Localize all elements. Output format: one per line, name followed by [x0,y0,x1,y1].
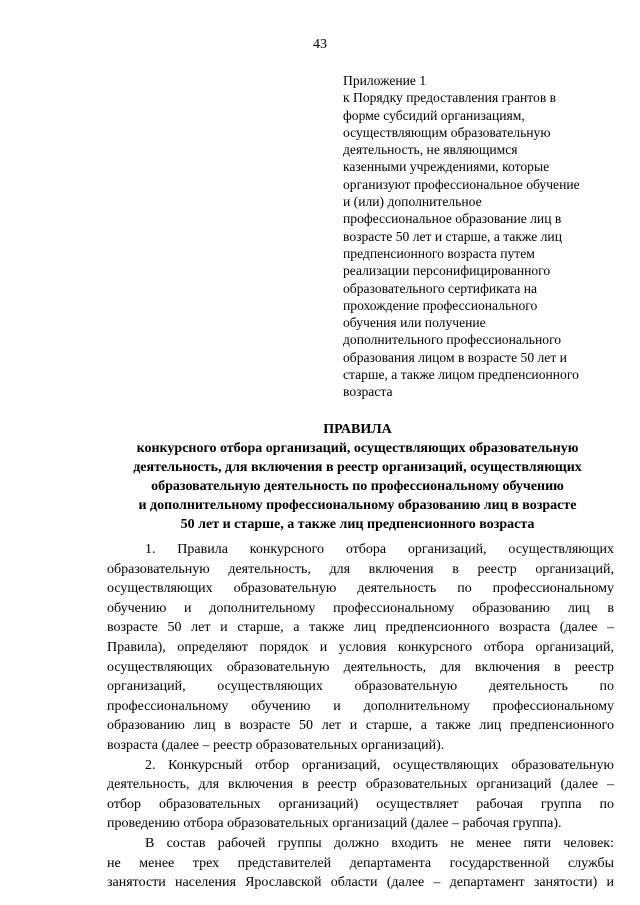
body-line: В состав рабочей группы должно входить не менее пяти человек: [145,835,614,851]
appendix-line: старше, а также лицом предпенсионного [343,367,579,383]
body-line: организаций, осуществляющих образовательную деятельность по [107,679,614,695]
appendix-line: возраста [343,384,393,400]
appendix-line: реализации персонифицированного [343,263,551,279]
body-line: 1. Правила конкурсного отбора организаций, осуществляющих [145,542,614,557]
appendix-line: возрасте 50 лет и старше, а также лиц [343,228,562,244]
appendix-line: и (или) дополнительное [343,194,482,210]
body-line: занятости населения Ярославской области (далее – департамент занятости) и [107,875,614,891]
appendix-line: обучения или получение [343,315,486,331]
body-line: Правила), определяют порядок и условия конкурсного отбора организаций, [107,639,614,655]
appendix-line: казенными учреждениями, которые [343,159,550,175]
appendix-line: организуют профессиональное обучение [343,176,580,192]
body-line: осуществляющих образовательную деятельность по профессиональному [107,581,614,597]
body-line: образованию лиц в возрасте 50 лет и старше, а также лиц предпенсионного [107,718,614,734]
title-line: 50 лет и старше, а также лиц предпенсионного возраста [180,517,535,532]
body-line: обучению и дополнительному профессиональному образованию лиц в [107,600,614,616]
appendix-line: к Порядку предоставления грантов в [343,90,557,106]
title-line: и дополнительному профессиональному образованию лиц в возрасте [138,498,577,513]
appendix-line: деятельность, не являющимся [343,142,518,158]
title-line: деятельность, для включения в реестр организаций, осуществляющих [133,460,582,475]
appendix-line: Приложение 1 [343,73,427,88]
document-title [100,420,615,534]
body-line: осуществляющих образовательную деятельность, для включения в реестр [107,659,614,675]
appendix-line: образования лицом в возрасте 50 лет и [343,349,567,365]
appendix-line: предпенсионного возраста путем [343,245,535,261]
appendix-line: прохождение профессионального [343,297,538,313]
body-line: не менее трех представителей департамента государственной службы [107,855,614,871]
appendix-line: форме субсидий организациям, [343,107,525,123]
body-line: профессиональному обучению и дополнительному профессиональному [107,698,614,714]
body-line: возрасте 50 лет и старше, а также лиц предпенсионного возраста (далее – [107,620,614,636]
body-line: отбор образовательных организаций) осуществляет рабочая группа по [107,796,614,812]
appendix-line: дополнительного профессионального [343,332,562,348]
document-body [107,540,614,893]
body-line: 2. Конкурсный отбор организаций, осуществляющих образовательную [145,757,614,773]
appendix-line: образовательного сертификата на [343,280,538,296]
body-line: образовательную деятельность, для включения в реестр организаций, [107,561,614,577]
body-line: деятельность, для включения в реестр образовательных организаций (далее – [107,777,614,793]
appendix-line: профессиональное образование лиц в [343,211,562,227]
body-line: возраста (далее – реестр образовательных организаций). [107,737,445,753]
appendix-line: осуществляющим образовательную [343,124,551,140]
page-number: 43 [313,37,327,52]
title-line: образовательную деятельность по профессиональному обучению [151,479,564,494]
body-line: проведению отбора образовательных организаций (далее – рабочая группа). [107,816,562,832]
title-line: конкурсного отбора организаций, осуществляющих образовательную [136,441,579,456]
appendix-heading [343,72,613,401]
title-line: ПРАВИЛА [323,422,392,437]
